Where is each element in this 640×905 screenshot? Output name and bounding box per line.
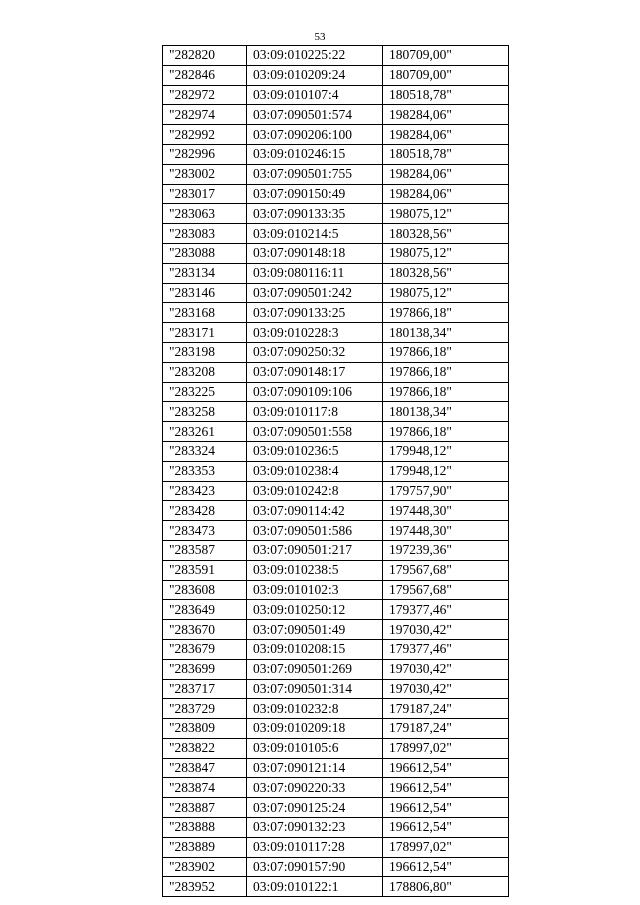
row-id-cell: "283083 [163,224,247,244]
row-id-cell: "283888 [163,818,247,838]
cadastral-number-cell: 03:07:090220:33 [247,778,383,798]
amount-cell: 179377,46" [383,639,509,659]
row-id-cell: "283134 [163,263,247,283]
amount-cell: 198284,06" [383,125,509,145]
amount-cell: 179377,46" [383,600,509,620]
row-id-cell: "283063 [163,204,247,224]
row-id-cell: "283168 [163,303,247,323]
row-id-cell: "282974 [163,105,247,125]
row-id-cell: "283591 [163,560,247,580]
table-row [163,263,509,283]
table-body [163,46,509,897]
cadastral-number-cell: 03:07:090148:17 [247,362,383,382]
table-row [163,501,509,521]
table-row [163,46,509,66]
table-row [163,659,509,679]
amount-cell: 180518,78" [383,85,509,105]
row-id-cell: "283679 [163,639,247,659]
amount-cell: 179948,12" [383,461,509,481]
row-id-cell: "283423 [163,481,247,501]
table-row [163,323,509,343]
table-row [163,521,509,541]
table-row [163,125,509,145]
amount-cell: 197866,18" [383,422,509,442]
amount-cell: 180709,00" [383,65,509,85]
cadastral-number-cell: 03:07:090501:49 [247,620,383,640]
amount-cell: 180709,00" [383,46,509,66]
amount-cell: 198284,06" [383,105,509,125]
table-row [163,758,509,778]
amount-cell: 198284,06" [383,184,509,204]
amount-cell: 197030,42" [383,679,509,699]
amount-cell: 197030,42" [383,620,509,640]
amount-cell: 179757,90" [383,481,509,501]
table-row [163,342,509,362]
cadastral-number-cell: 03:07:090148:18 [247,243,383,263]
row-id-cell: "283587 [163,540,247,560]
cadastral-number-cell: 03:09:010238:5 [247,560,383,580]
amount-cell: 196612,54" [383,818,509,838]
amount-cell: 180328,56" [383,263,509,283]
cadastral-number-cell: 03:09:010209:18 [247,719,383,739]
cadastral-number-cell: 03:09:010209:24 [247,65,383,85]
cadastral-number-cell: 03:09:010105:6 [247,738,383,758]
amount-cell: 179187,24" [383,699,509,719]
row-id-cell: "283809 [163,719,247,739]
row-id-cell: "282846 [163,65,247,85]
row-id-cell: "283699 [163,659,247,679]
table-row [163,620,509,640]
amount-cell: 198075,12" [383,204,509,224]
cadastral-number-cell: 03:09:010117:8 [247,402,383,422]
amount-cell: 196612,54" [383,798,509,818]
cadastral-number-cell: 03:09:010122:1 [247,877,383,897]
table-row [163,481,509,501]
row-id-cell: "283088 [163,243,247,263]
table-row [163,422,509,442]
cadastral-number-cell: 03:09:010250:12 [247,600,383,620]
row-id-cell: "282992 [163,125,247,145]
table-row [163,382,509,402]
row-id-cell: "283670 [163,620,247,640]
table-row [163,560,509,580]
row-id-cell: "283146 [163,283,247,303]
table-row [163,204,509,224]
cadastral-number-cell: 03:07:090501:269 [247,659,383,679]
table-row [163,699,509,719]
cadastral-number-cell: 03:07:090250:32 [247,342,383,362]
cadastral-number-cell: 03:07:090121:14 [247,758,383,778]
table-row [163,719,509,739]
row-id-cell: "283847 [163,758,247,778]
cadastral-number-cell: 03:07:090133:35 [247,204,383,224]
amount-cell: 178806,80" [383,877,509,897]
cadastral-number-cell: 03:09:010117:28 [247,837,383,857]
row-id-cell: "283171 [163,323,247,343]
amount-cell: 197448,30" [383,501,509,521]
cadastral-number-cell: 03:07:090157:90 [247,857,383,877]
table-row [163,164,509,184]
table-row [163,580,509,600]
cadastral-number-cell: 03:09:010242:8 [247,481,383,501]
table-row [163,184,509,204]
table-row [163,857,509,877]
row-id-cell: "283887 [163,798,247,818]
cadastral-number-cell: 03:09:080116:11 [247,263,383,283]
row-id-cell: "283952 [163,877,247,897]
table-row [163,303,509,323]
amount-cell: 179567,68" [383,560,509,580]
row-id-cell: "283258 [163,402,247,422]
amount-cell: 197448,30" [383,521,509,541]
row-id-cell: "283261 [163,422,247,442]
cadastral-number-cell: 03:07:090501:242 [247,283,383,303]
cadastral-number-cell: 03:07:090501:558 [247,422,383,442]
amount-cell: 198284,06" [383,164,509,184]
amount-cell: 180138,34" [383,402,509,422]
cadastral-number-cell: 03:09:010246:15 [247,144,383,164]
cadastral-number-cell: 03:07:090114:42 [247,501,383,521]
amount-cell: 179948,12" [383,441,509,461]
row-id-cell: "283198 [163,342,247,362]
cadastral-number-cell: 03:07:090133:25 [247,303,383,323]
table-row [163,639,509,659]
row-id-cell: "283729 [163,699,247,719]
amount-cell: 180518,78" [383,144,509,164]
row-id-cell: "283208 [163,362,247,382]
table-row [163,738,509,758]
table-row [163,679,509,699]
table-row [163,402,509,422]
cadastral-number-cell: 03:09:010232:8 [247,699,383,719]
table-row [163,65,509,85]
row-id-cell: "283428 [163,501,247,521]
amount-cell: 197866,18" [383,362,509,382]
cadastral-number-cell: 03:07:090125:24 [247,798,383,818]
cadastral-number-cell: 03:07:090109:106 [247,382,383,402]
amount-cell: 197866,18" [383,342,509,362]
amount-cell: 180138,34" [383,323,509,343]
amount-cell: 178997,02" [383,837,509,857]
amount-cell: 196612,54" [383,778,509,798]
table-row [163,818,509,838]
amount-cell: 197030,42" [383,659,509,679]
table-row [163,778,509,798]
page-number: 53 [314,31,326,43]
cadastral-number-cell: 03:09:010228:3 [247,323,383,343]
table-row [163,798,509,818]
row-id-cell: "283649 [163,600,247,620]
cadastral-number-cell: 03:07:090150:49 [247,184,383,204]
amount-cell: 178997,02" [383,738,509,758]
amount-cell: 179187,24" [383,719,509,739]
cadastral-number-cell: 03:09:010238:4 [247,461,383,481]
amount-cell: 197866,18" [383,303,509,323]
row-id-cell: "283717 [163,679,247,699]
table-row [163,224,509,244]
cadastral-number-cell: 03:07:090501:314 [247,679,383,699]
table-row [163,441,509,461]
row-id-cell: "282996 [163,144,247,164]
table-row [163,362,509,382]
row-id-cell: "283608 [163,580,247,600]
cadastral-number-cell: 03:09:010225:22 [247,46,383,66]
row-id-cell: "283902 [163,857,247,877]
row-id-cell: "283473 [163,521,247,541]
table-row [163,105,509,125]
amount-cell: 180328,56" [383,224,509,244]
cadastral-number-cell: 03:07:090206:100 [247,125,383,145]
table-row [163,837,509,857]
amount-cell: 197866,18" [383,382,509,402]
row-id-cell: "283822 [163,738,247,758]
amount-cell: 198075,12" [383,283,509,303]
cadastral-number-cell: 03:09:010214:5 [247,224,383,244]
amount-cell: 196612,54" [383,857,509,877]
table-row [163,600,509,620]
row-id-cell: "283889 [163,837,247,857]
table-row [163,540,509,560]
row-id-cell: "283353 [163,461,247,481]
table-row [163,877,509,897]
row-id-cell: "282972 [163,85,247,105]
cadastral-number-cell: 03:07:090132:23 [247,818,383,838]
data-table [162,45,509,897]
amount-cell: 198075,12" [383,243,509,263]
cadastral-number-cell: 03:07:090501:586 [247,521,383,541]
cadastral-number-cell: 03:09:010102:3 [247,580,383,600]
cadastral-number-cell: 03:09:010107:4 [247,85,383,105]
row-id-cell: "282820 [163,46,247,66]
row-id-cell: "283324 [163,441,247,461]
cadastral-number-cell: 03:07:090501:755 [247,164,383,184]
table-row [163,461,509,481]
amount-cell: 197239,36" [383,540,509,560]
row-id-cell: "283225 [163,382,247,402]
row-id-cell: "283017 [163,184,247,204]
table-row [163,144,509,164]
row-id-cell: "283002 [163,164,247,184]
cadastral-number-cell: 03:07:090501:217 [247,540,383,560]
amount-cell: 179567,68" [383,580,509,600]
cadastral-number-cell: 03:07:090501:574 [247,105,383,125]
table-row [163,243,509,263]
cadastral-number-cell: 03:09:010208:15 [247,639,383,659]
table-row [163,85,509,105]
table-row [163,283,509,303]
amount-cell: 196612,54" [383,758,509,778]
cadastral-number-cell: 03:09:010236:5 [247,441,383,461]
row-id-cell: "283874 [163,778,247,798]
